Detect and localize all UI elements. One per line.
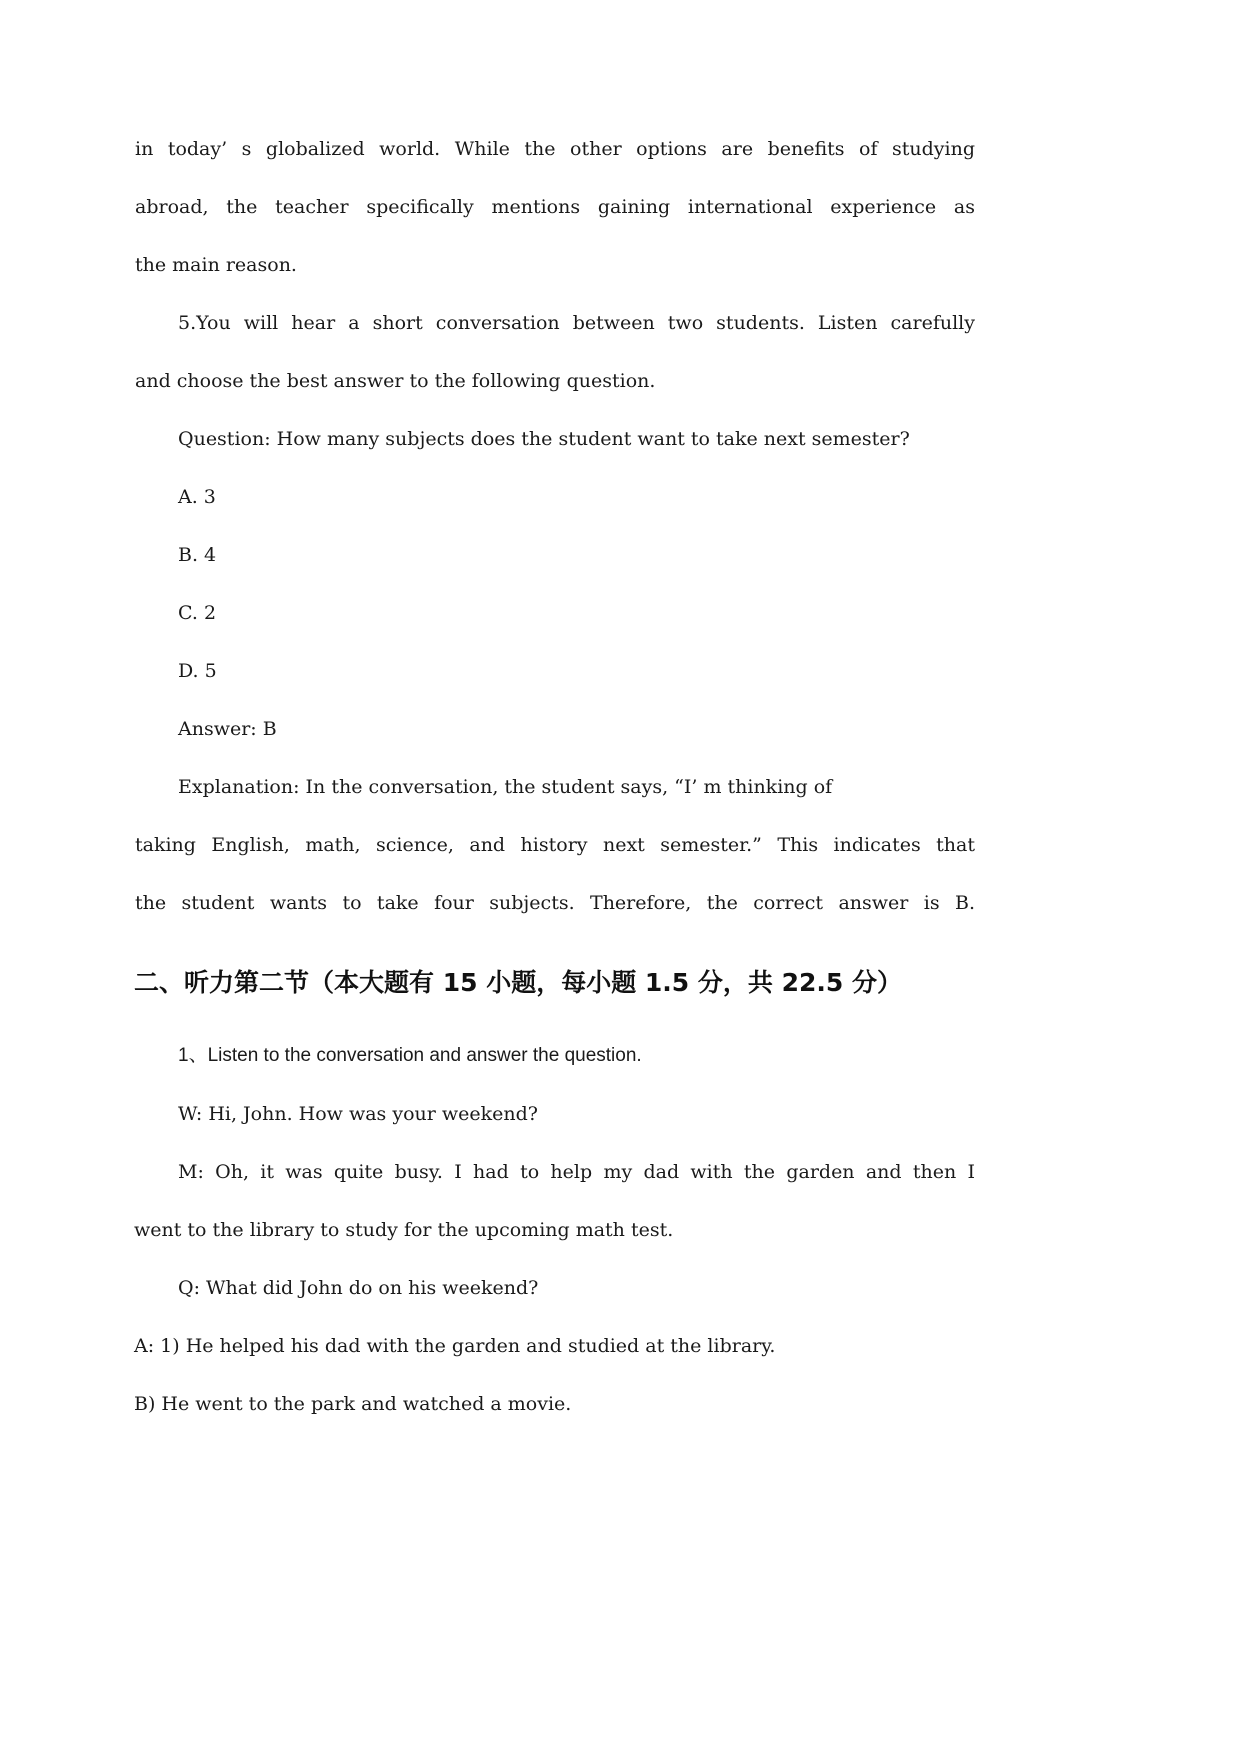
question-5-prompt: 5.You will hear a short conversation between two students. Listen carefully [178,312,975,334]
option-d: D. 5 [178,660,217,682]
paragraph-line: in today’ s globalized world. While the other options are benefits of studying [135,138,975,160]
paragraph-line: the main reason. [135,254,297,276]
section-heading: 二、听力第二节（本大题有 15 小题，每小题 1.5 分，共 22.5 分） [134,968,902,997]
option-b: B. 4 [178,544,217,566]
question-5-question: Question: How many subjects does the student want to take next semester? [178,428,910,450]
option-c: C. 2 [178,602,217,624]
option-a: A: 1) He helped his dad with the garden and studied at the library. [134,1335,776,1357]
answer: Answer: B [178,718,277,740]
dialogue-m: M: Oh, it was quite busy. I had to help my dad with the garden and then I [178,1161,975,1183]
option-b: B) He went to the park and watched a movie. [134,1393,572,1415]
paragraph-line: abroad, the teacher specifically mentions gaining international experience as [135,196,975,218]
question-1-question: Q: What did John do on his weekend? [178,1277,539,1299]
option-a: A. 3 [178,486,216,508]
dialogue-w: W: Hi, John. How was your weekend? [178,1103,538,1125]
question-1-instruction: 1、Listen to the conversation and answer the question. [178,1045,642,1066]
explanation-cont: the student wants to take four subjects. Therefore, the correct answer is B. [135,892,975,914]
dialogue-m-cont: went to the library to study for the upcoming math test. [134,1219,674,1241]
explanation-cont: taking English, math, science, and history next semester.” This indicates that [135,834,975,856]
explanation: Explanation: In the conversation, the student says, “I’ m thinking of [178,776,833,798]
question-5-prompt-cont: and choose the best answer to the following question. [135,370,656,392]
